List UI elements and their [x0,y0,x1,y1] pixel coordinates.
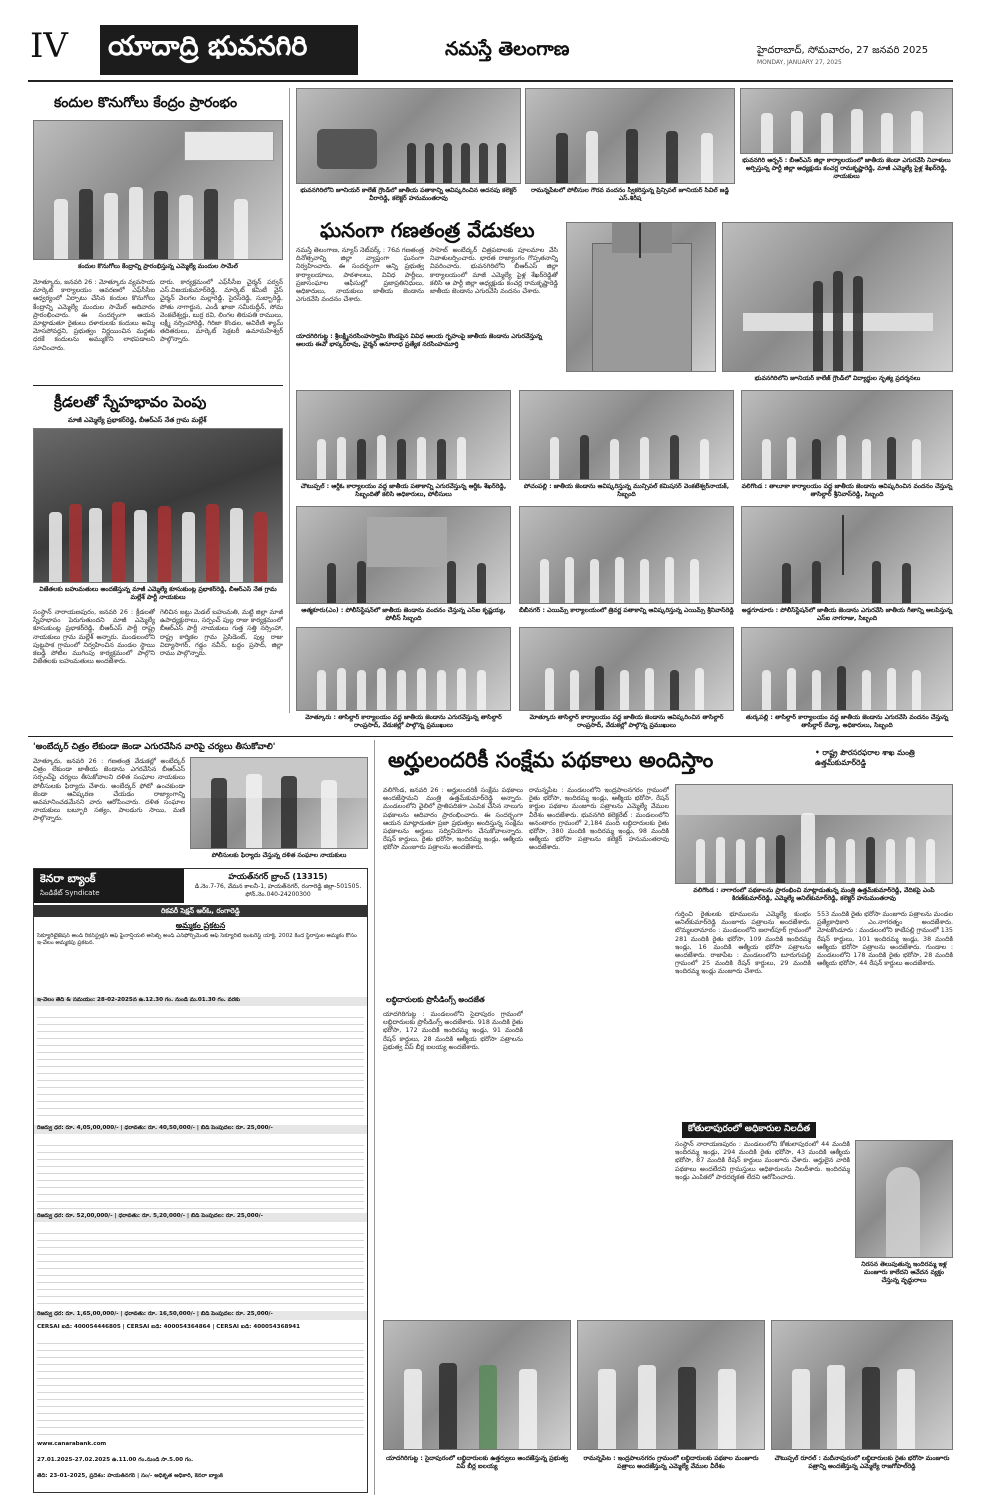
notice-row-signature: తేదీ: 23-01-2025, ప్రదేశం: హయత్‌నగర్ | సం/- అధీకృత అధికారి, కెనరా బ్యాంక్ [37,1473,223,1479]
grid-photo-5 [519,506,734,604]
kotha-caption: నిరసన తెలుపుతున్న ఇందిరమ్మ ఇళ్ల మంజూరు కాలేదని ఆవేదన వ్యక్తం చేస్తున్న వృద్ధురాలు [861,1261,947,1284]
bank-name: కెనరా బ్యాంక్ [40,872,96,885]
welfare-col4: 553 మందికి రైతు భరోసా మంజూరు పత్రాలను మండల ప్రత్యేకాధికారి ఎం.నాగరత్నం అందజేశారు. మోటకొండూరు : మండలంలోని కాటేపల్లి గ్రామంలో 135 రేషన్ కార్డులు, 101 ఇందిరమ్మ ఇండ్లు, 38 మందికి ఆత్మీయ భరోసా పత్రాలను అందజేశారు. గుండాల : మండలంలోని 178 మందికి రైతు భరోసా, 28 మందికి ఆత్మీయ భరోసా, 44 రేషన్ కార్డులు అందజేశారు. [817,910,953,968]
temple-photo [566,222,716,372]
republic-headline: ఘనంగా గణతంత్ర వేడుకలు [320,218,535,242]
notice-row-auction: ఇ-వేలం తేదీ & సమయం: 28-02-2025న ఉ.12.30 గం. నుండి మ.01.30 గం. వరకు [34,997,367,1006]
sports-subhead: మాజీ ఎమ్మెల్యే ప్రభాకర్‌రెడ్డి, బీఆర్‌ఎస్ నేత గ్రామ మల్లేశ్ [68,416,207,424]
grid-photo-7 [296,627,511,711]
notice-row-property-3: రిజర్వు ధర: రూ. 1,65,00,000/- | ధరావతు: రూ. 16,50,000/- | బిడ్ పెంపుదల: రూ. 25,000/- [34,1311,367,1320]
republic-photo-3 [740,88,953,154]
welfare-subhead: లబ్ధిదారులకు ప్రొసీడింగ్స్ అందజేత [386,995,485,1004]
date-telugu: హైదరాబాద్, సోమవారం, 27 జనవరి 2025 [757,45,929,56]
kotha-headline: కోతులాపురంలో అధికారుల నిలదీత [682,1122,816,1138]
grid-caption-9: తుర్కపల్లి : తాసిల్దార్ కార్యాలయం వద్ద జాతీయ జెండాను ఎగురవేసి వందనం చేస్తున్న తాసిల్దార్ దేవ్యా, అధికారులు, సిబ్బంది [745,714,949,729]
republic-photo-2 [525,88,735,184]
grid-caption-2: పోచంపల్లి : జాతీయ జెండాను ఆవిష్కరిస్తున్న మున్సిపల్ కమిషనర్ వెంకటేశ్వర్‌నాయక్, సిబ్బంది [523,483,730,498]
section-title-box [100,25,358,75]
bank-address: డి.నెం.7-76, వేమన కాలనీ-1, హయత్‌నగర్, రంగారెడ్డి జిల్లా-501505. ఫోన్.నెం.040-24200300 [194,883,362,898]
notice-row-property-1: రిజర్వు ధర: రూ. 4,05,00,000/- | ధరావతు: రూ. 40,50,000/- | బిడ్ పెంపుదల: రూ. 25,000/- [34,1125,367,1134]
welfare-col1: వలిగొండ, జనవరి 26 : అర్హులందరికీ సంక్షేమ పథకాలు అందజేస్తామని మంత్రి ఉత్తమ్‌కుమార్‌రెడ్డి అన్నారు. మండలంలోని వైలిలో ప్రాతిపదికగా ఎంపిక చేసిన నాలుగు పథకాలను ఆదివారం ప్రారంభించారు. ఈ సందర్భంగా ఆయన మాట్లాడుతూ ప్రజా ప్రభుత్వం అందిస్తున్న సంక్షేమ పథకాలను అర్హులు సద్వినియోగం చేసుకోవాలన్నారు. రేషన్ కార్డులు, రైతు భరోసా, ఇందిరమ్మ ఇండ్లు, ఆత్మీయ భరోసా మంజూరు పత్రాలను అందజేశారు. [383,786,523,852]
grid-caption-8: మోత్కూరు తాసిల్దార్ కార్యాలయం వద్ద జాతీయ జెండాను ఆవిష్కరించిన తాసిల్దార్ రాంప్రసాద్, వేడుకల్లో పాల్గొన్న ప్రముఖులు [529,714,724,729]
bank-branch: హయత్‌నగర్ బ్రాంచ్ (13315) [228,872,328,881]
kandula-photo [33,120,283,260]
bottom-caption-1: యాదగిరిగుట్ట : సైదాపురంలో లబ్ధిదారులకు ఉత్తర్వులు అందజేస్తున్న ప్రభుత్వ విప్ బీర్ల ఐలయ్య [386,1455,568,1470]
yadagiri-caption: యాదగిరిగుట్ట : శ్రీలక్ష్మీనరసింహస్వామి కొండపైన వివిధ ఆలయ గృహంపై జాతీయ జెండాను ఎగురవేస్తున్న ఆలయ ఈవో భాస్కర్‌రావు, చైర్మన్ అనూరాధ ప్రత్యేక నరసింహమూర్తి [296,333,543,348]
sports-body-col1: సంస్థాన్ నారాయణపురం, జనవరి 26 : క్రీడలతో స్నేహభావం పెరుగుతుందని మాజీ ఎమ్మెల్యే కూసుకుంట్ల ప్రభాకర్‌రెడ్డి, బీఆర్‌ఎస్ పార్టీ రాష్ట్ర నాయకులు గ్రామ మల్లేశ్ అన్నారు. మండలంలోని పుట్టపాక గ్రామంలో నిర్వహించిన మండల స్థాయి కబడ్డీ పోటీల ముగింపు కార్యక్రమంలో పాల్గొని విజేతలకు బహుమతులు అందజేశారు. [33,608,155,666]
notice-row-intro: సెక్యూరిటైజేషన్ అండ్ రీకన్‌స్ట్రక్షన్ ఆఫ్ ఫైనాన్షియల్ అసెట్స్ అండ్ ఎన్‌ఫోర్స్‌మెంట్ ఆఫ్ సెక్యూరిటీ ఇంటరెస్ట్ యాక్ట్, 2002 కింద స్థిరాస్తుల అమ్మకం కోసం ఇ-వేలం అమ్మకపు ప్రకటన. [37,933,357,946]
grid-caption-6: అడ్డగూడూరు : పోలీస్‌స్టేషన్‌లో జాతీయ జెండాను ఎగురవేసి జాతీయ గీతాన్ని ఆలపిస్తున్న ఎస్ఐ నాగరాజు, సిబ్బంది [741,607,953,622]
kotha-photo [855,1140,953,1258]
sports-photo [33,428,283,583]
kandula-body-col1: మోత్కూరు, జనవరి 26 : మోత్కూరు వ్యవసాయ మార్కెట్ కార్యాలయం ఆవరణలో ఎఫ్‌సీసీఐ ఆధ్వర్యంలో ఏర్పాటు చేసిన కందుల కొనుగోలు కేంద్రాన్ని ఎమ్మెల్యే మందుల సామేల్ ఆదివారం ప్రారంభించారు. ఈ సందర్భంగా ఆయన మాట్లాడుతూ రైతులు దళారులకు కందులు అమ్మి మోసపోవద్దని, ప్రభుత్వం నిర్ణయించిన మద్దతు ధరకే కందులను అమ్ముకొని లాభపడాలని సూచించారు. [33,278,155,352]
kandula-caption: కందుల కొనుగోలు కేంద్రాన్ని ప్రారంభిస్తున్న ఎమ్మెల్యే మందుల సామేల్ [78,263,238,270]
republic-photo-1 [296,88,521,184]
bottom-caption-3: చౌటుప్పల్ రూరల్ : మదీనాపురంలో లబ్ధిదారులకు రైతు భరోసా మంజూరు పత్రాన్ని అందజేస్తున్న ఎమ్మెల్యే రాజగోపాల్‌రెడ్డి [774,1455,950,1470]
bank-logo-box [34,869,184,903]
masthead [0,0,981,84]
notice-row-inspection: 27.01.2025-27.02.2025 ఉ.11.00 గం.నుండి సా.5.00 గం. [37,1457,194,1463]
ambedkar-caption: పోలీసులకు ఫిర్యాదు చేస్తున్న దళిత సంఘాల నాయకులు [211,852,347,859]
grid-photo-9 [741,627,953,711]
republic-intro-col2: సాహెబ్ అంబేద్కర్ చిత్రపటాలకు పూలమాల వేసి నివాళులర్పించారు. భారత రాజ్యాంగం గొప్పతనాన్ని వివరించారు. భువనగిరిలోని బీఆర్‌ఎస్ జిల్లా కార్యాలయంలో మాజీ ఎమ్మెల్యే పైళ్ల శేఖర్‌రెడ్డితో కలిసి ఆ పార్టీ జిల్లా అధ్యక్షుడు కంచర్ల రామకృష్ణారెడ్డి జాతీయ జెండాను ఎగురవేసి వందనం చేశారు. [430,246,558,296]
republic-top-caption-2: రామన్నపేటలో పోలీసుల గౌరవ వందనం స్వీకరిస్తున్న ప్రిన్సిపల్ జూనియర్ సివిల్ జడ్జి ఎస్.శిరీష [531,187,729,202]
dance-photo [722,222,953,372]
ambedkar-headline: 'అంబేద్కర్ చిత్రం లేకుండా జెండా ఎగురవేసిన వారిపై చర్యలు తీసుకోవాలి' [33,742,276,752]
notice-row-website[interactable]: www.canarabank.com [37,1441,107,1447]
bottom-photo-1 [383,1320,571,1450]
notice-title: అమ్మకం ప్రకటన [175,921,226,930]
paper-name: నమస్తే తెలంగాణ [445,38,570,60]
welfare-col1b: యాదగిరిగుట్ట : మండలంలోని సైదాపురం గ్రామంలో లబ్ధిదారులకు ప్రొసీడింగ్స్ అందజేశారు. 918 మందికి రైతు భరోసా, 172 మందికి ఇందిరమ్మ ఇండ్లు, 91 మందికి రేషన్ కార్డులు, 28 మందికి ఆత్మీయ భరోసా పత్రాలను ప్రభుత్వ విప్ బీర్ల ఐలయ్య అందజేశారు. [383,1010,523,1051]
welfare-byline: • రాష్ట్ర పౌరసరఫరాల శాఖ మంత్రి ఉత్తమ్‌కుమార్‌రెడ్డి [815,748,915,767]
bottom-photo-3 [771,1320,953,1450]
grid-photo-6 [741,506,953,604]
grid-photo-8 [519,627,734,711]
ambedkar-body: మోత్కూరు, జనవరి 26 : గణతంత్ర వేడుకల్లో అంబేద్కర్ చిత్రం లేకుండా జాతీయ జెండాను ఎగరవేసిన బీఆర్‌ఎస్ సర్పంచ్‌పై చర్యలు తీసుకోవాలని దళిత సంఘాల నాయకులు పోలీసులకు ఫిర్యాదు చేశారు. అంబేద్కర్ ఫోటో ఉంచకుండా జెండా ఆవిష్కరణ చేయడం రాజ్యాంగాన్ని అవమానించడమేనని వారు ఆరోపించారు. దళిత సంఘాల నాయకులు బబ్బూరి సత్యం, పాలడుగు సాయి, మణి పాల్గొన్నారు. [33,757,185,823]
kandula-body-col2: దారు. కార్యక్రమంలో ఎఫ్‌సీసీఐ చైర్మన్ పర్వన్ ఎస్.విజయకుమార్‌రెడ్డి, మార్కెట్ కమిటీ వైస్ చైర్మన్ వెలగల మల్లారెడ్డి, సైరస్‌రెడ్డి, సుబ్బారెడ్డి, పోతు నాగార్జున, ఎండీ ఖాజా సమీరుద్దీన్, సోమ వెంకటేశ్వర్లు, బుర్ర రవి, లింగల తిరుపతి రాములు, లక్ష్మీ నర్సింహారెడ్డి, గిరిజా కొండల, అవిరేణి శ్యామ్ తదితరులు, మార్కెట్ సెక్రటరీ ఉమామహేశ్వర్ పాల్గొన్నారు. [160,278,283,344]
welfare-col3: గుర్తించి రైతులకు భూములను ఎమ్మెల్యే కుంభం అనిల్‌కుమార్‌రెడ్డి మంజూరు పత్రాలను అందజేశారు. బొమ్మలరామారం : మండలంలోని జలాల్‌పూర్ గ్రామంలో 281 మందికి రైతు భరోసా, 109 మందికి ఇందిరమ్మ ఇండ్లు, 16 మందికి ఆత్మీయ భరోసా పత్రాలను అందజేశారు. రాజాపేట : మండలంలోని బూరుగుపల్లి గ్రామంలో 25 మందికి రేషన్ కార్డులు, 29 మందికి ఇందిరమ్మ ఇండ్లు మంజూరు చేశారు. [675,910,811,976]
republic-top-caption-1: భువనగిరిలోని జూనియర్ కాలేజ్ గ్రౌండ్‌లో జాతీయ పతాకాన్ని ఆవిష్కరించిన అదనపు కలెక్టర్ వీరారెడ్డి, కలెక్టర్ హనుమంతరావు [300,187,517,202]
bank-section: రికవరీ సెక్షన్ ఆర్‌ఓ, రంగారెడ్డి [34,905,367,917]
bank-tag: సిండికేట్ Syndicate [40,889,100,897]
grid-photo-3 [741,390,953,480]
sports-caption: విజేతలకు బహుమతులు అందజేస్తున్న మాజీ ఎమ్మెల్యే కూసుకుంట్ల ప్రభాకర్‌రెడ్డి, బీఆర్‌ఎస్ నేత గ్రామ మల్లేశ్ పార్టీ నాయకులు [39,586,277,601]
grid-caption-1: చౌటుప్పల్ : ఆర్డీఓ కార్యాలయం వద్ద జాతీయ పతాకాన్ని ఎగురవేస్తున్న ఆర్డీఓ శేఖర్‌రెడ్డి, సిబ్బందితో కలిసి అధికారులు, పోలీసులు [300,483,507,498]
grid-photo-2 [519,390,734,480]
sports-headline: క్రీడలతో స్నేహభావం పెంపు [54,393,207,411]
minister-photo [675,784,953,884]
grid-caption-4: ఆత్మకూరు(ఎం) : పోలీస్‌స్టేషన్‌లో జాతీయ జెండాను వందనం చేస్తున్న ఎస్‌ఐ కృష్ణయ్య, పోలీస్ సిబ్బంది [301,607,506,622]
kandula-headline: కందుల కొనుగోలు కేంద్రం ప్రారంభం [54,95,238,111]
notice-row-property-2: రిజర్వు ధర: రూ. 52,00,000/- | ధరావతు: రూ. 5,20,000/- | బిడ్ పెంపుదల: రూ. 25,000/- [34,1213,367,1222]
kotha-body: సంస్థాన్ నారాయణపురం : మండలంలోని కోతులాపురంలో 44 మందికి ఇందిరమ్మ ఇండ్లు, 294 మందికి రైతు భరోసా, 43 మందికి ఆత్మీయ భరోసా, 87 మందికి రేషన్ కార్డులు మంజూరు చేశారు. అర్హులైన వారికి పథకాలు అందలేదని గ్రామస్తులు అధికారులను నిలదీశారు. ఇందిరమ్మ ఇండ్లు ఎంపికలో పారదర్శకత లేదని ఆరోపించారు. [675,1140,850,1181]
grid-caption-7: మోత్కూరు : తాసిల్దార్ కార్యాలయం వద్ద జాతీయ జెండాను ఎగురవేస్తున్న తాసిల్దార్ రాంప్రసాద్, వేడుకల్లో పాల్గొన్న ప్రముఖులు [305,714,502,729]
bottom-photo-2 [577,1320,765,1450]
republic-intro-col1: నమస్తే తెలంగాణ, న్యూస్ నెట్‌వర్క్ : 76వ గణతంత్ర దినోత్సవాన్ని జిల్లా వ్యాప్తంగా ఘనంగా నిర్వహించారు. ఈ సందర్భంగా అన్ని ప్రభుత్వ కార్యాలయాలు, పాఠశాలలు, వివిధ పార్టీలు, ప్రజాసంఘాల ఆఫీసుల్లో ప్రజాప్రతినిధులు, అధికారులు, నాయకులు జాతీయ జెండాను ఎగురవేసి వందనం చేశారు. [296,246,424,304]
bottom-caption-2: రామన్నపేట : ఇంద్రపాలనగరం గ్రామంలో లబ్ధిదారులకు పథకాల మంజూరు పత్రాలు అందజేస్తున్న ఎమ్మెల్యే వేముల వీరేశం [583,1455,759,1470]
minister-caption: వలిగొండ : నాగారంలో పథకాలను ప్రారంభించి మాట్లాడుతున్న మంత్రి ఉత్తమ్‌కుమార్‌రెడ్డి, వేదికపై ఎంపీ కిరణ్‌కుమార్‌రెడ్డి, ఎమ్మెల్యే అనిల్‌కుమార్‌రెడ్డి, కలెక్టర్ హనుమంతరావు [693,887,935,902]
dance-caption: భువనగిరిలోని జూనియర్ కాలేజ్ గ్రౌండ్‌లో విద్యార్థుల నృత్య ప్రదర్శనలు [754,375,921,382]
notice-row-cersai: CERSAI ఐడి: 400054446805 | CERSAI ఐడి: 400054364864 | CERSAI ఐడి: 400054368941 [37,1324,301,1330]
bank-notice [33,868,368,1493]
welfare-headline: అర్హులందరికీ సంక్షేమ పథకాలు అందిస్తాం [388,748,714,772]
date-english: MONDAY, JANUARY 27, 2025 [757,59,842,66]
grid-caption-5: బీబీనగర్ : ఎయిమ్స్ కార్యాలయంలో త్రివర్ణ పతాకాన్ని ఆవిష్కరిస్తున్న ఎయిమ్స్ శ్రీనివాస్‌రెడ్డి [519,607,734,614]
welfare-col2: రామన్నపేట : మండలంలోని ఇంద్రపాలనగరం గ్రామంలో రైతు భరోసా, ఇందిరమ్మ ఇండ్లు, ఆత్మీయ భరోసా, రేషన్ కార్డుల పథకాల మంజూరు పత్రాలను ఎమ్మెల్యే వేముల వీరేశం అందజేశారు. భువనగిరి కలెక్టరేట్ : మండలంలోని అనంతారం గ్రామంలో 2,184 మంది లబ్ధిదారులకు రైతు భరోసా, 380 మందికి ఇందిరమ్మ ఇండ్లు, 98 మందికి ఆత్మీయ భరోసా పత్రాలను కలెక్టర్ హనుమంతరావు అందజేశారు. [529,786,669,852]
grid-caption-3: వలిగొండ : తాలూకా కార్యాలయం వద్ద జాతీయ జెండాను ఆవిష్కరించిన వందనం చేస్తున్న తాసిల్దార్ శ్రీనివాస్‌రెడ్డి, సిబ్బంది [741,483,953,498]
masthead-rule [28,80,953,82]
section-title: యాదాద్రి భువనగిరి [108,31,308,62]
page-number: IV [30,26,68,66]
grid-photo-4 [296,506,511,604]
republic-top-caption-3: భువనగిరి అర్బన్ : బీఆర్‌ఎస్ జిల్లా కార్యాలయంలో జాతీయ జెండా ఎగురవేసి నివాళులు అర్పిస్తున్న పార్టీ జిల్లా అధ్యక్షుడు కంచర్ల రామకృష్ణారెడ్డి, మాజీ ఎమ్మెల్యే పైళ్ల శేఖర్‌రెడ్డి, నాయకులు [742,157,951,180]
ambedkar-photo [190,757,368,849]
sports-body-col2: గెలిచిన జట్టు మెడల్ బహుమతి, మట్టి జిల్లా మాజీ ఉపాధ్యక్షురాలు, సర్పంచ్ పుల్ల రాజు కార్యక్రమంలో బీఆర్‌ఎస్ పార్టీ నాయకులు గుత్త సత్తి నర్సింహా, రాష్ట్ర కార్మికల గ్రామ ప్రెసిడెంట్, పుల్ల రాజు విద్యాసాగర్, గడ్డం నవీన్, బద్దం ప్రసాద్, జిల్లా రాము పాల్గొన్నారు. [160,608,283,658]
grid-photo-1 [296,390,511,480]
